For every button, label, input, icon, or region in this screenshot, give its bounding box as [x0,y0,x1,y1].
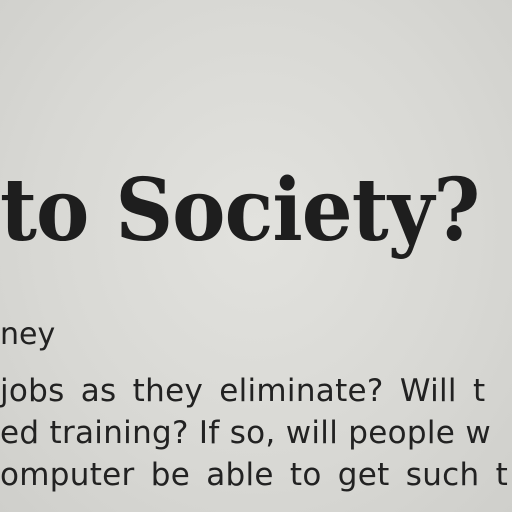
body-text-line: ed training? If so, will people w [0,415,491,451]
body-text-line: omputer be able to get such t [0,457,509,493]
article-byline: ney [0,317,56,352]
body-text-line: jobs as they eliminate? Will t [0,373,486,409]
article-headline: to Society? [0,160,480,261]
